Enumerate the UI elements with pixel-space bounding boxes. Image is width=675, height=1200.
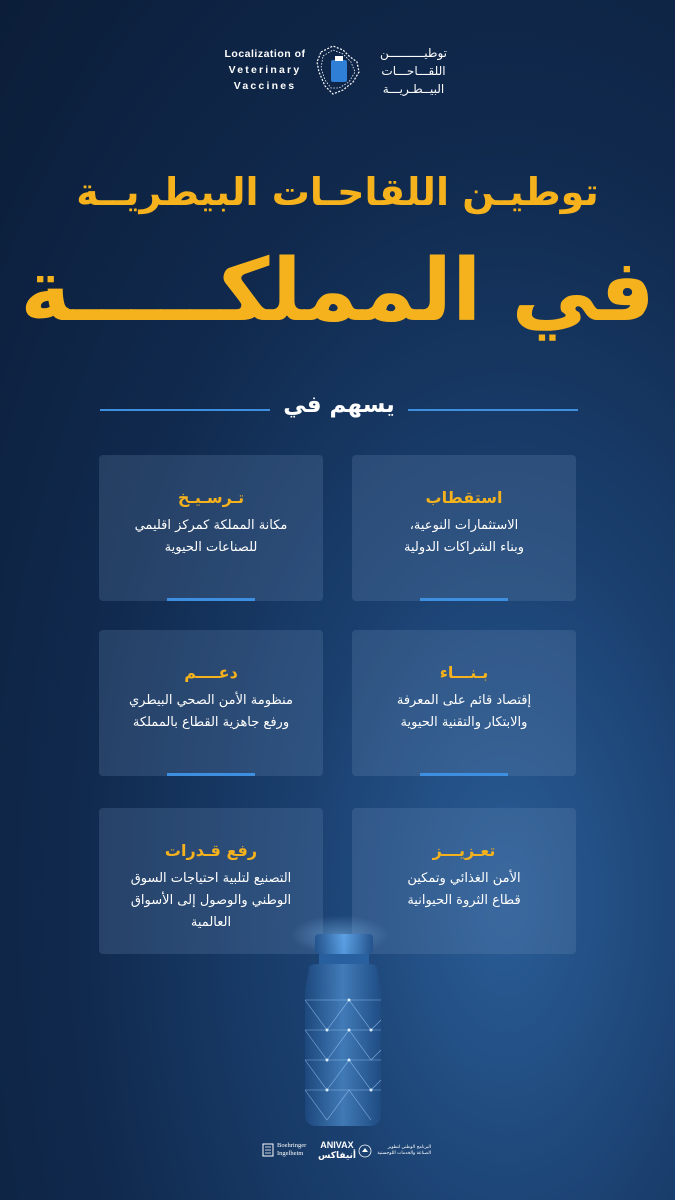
card-body: إقتصاد قائم على المعرفة والابتكار والتقنية الحيوية <box>396 693 532 730</box>
card-support <box>99 630 323 776</box>
card-body: الأمن الغذائي وتمكين قطاع الثروة الحيوانية <box>407 871 521 908</box>
card-attraction <box>352 455 576 601</box>
card-consolidation <box>99 455 323 601</box>
ministry-seal-icon <box>358 1144 372 1158</box>
logo-arabic: توطيــــــــــن اللقـــاحـــات البيــطـريـــة <box>379 46 447 96</box>
card-title: بـنـــاء <box>439 663 489 682</box>
card-body: الاستثمارات النوعية، وبناء الشراكات الدولية <box>403 518 525 555</box>
boehringer-icon <box>262 1143 274 1157</box>
card-body: منظومة الأمن الصحي البيطري ورفع جاهزية القطاع بالمملكة <box>129 693 293 730</box>
vaccine-bottle-icon <box>297 930 389 1130</box>
page-title-large: في المملكـــــة <box>20 241 655 341</box>
saudi-map-icon <box>313 42 363 100</box>
divider-right <box>408 409 578 411</box>
card-body: مكانة المملكة كمركز اقليمي للصناعات الحيوية <box>134 518 288 555</box>
card-accent-bar <box>420 773 508 776</box>
divider-left <box>100 409 270 411</box>
logo-english: Localization of Veterinary Vaccines <box>224 48 306 92</box>
card-body: التصنيع لتلبية احتياجات السوق الوطني والوصول إلى الأسواق العالمية <box>130 871 292 930</box>
card-title: تـرسـيـخ <box>177 488 245 507</box>
section-subtitle: يسهم في <box>283 392 395 418</box>
page-title: توطيـن اللقاحـات البيطريــة <box>76 170 599 214</box>
card-accent-bar <box>167 598 255 601</box>
card-title: استقطاب <box>425 488 503 507</box>
card-title: تعـزيـــز <box>432 841 496 860</box>
ministry-logo: البرنامج الوطني لتطوير الصناعة والخدمات اللوجستية <box>358 1144 431 1158</box>
footer-logos <box>0 1140 675 1170</box>
boehringer-logo: Boehringer Ingelheim <box>262 1142 306 1158</box>
header-logo <box>0 42 675 102</box>
card-title: رفع قـدرات <box>164 841 258 860</box>
card-building <box>352 630 576 776</box>
card-accent-bar <box>167 773 255 776</box>
anivax-logo: ANIVAX أنيفاكس <box>318 1140 356 1161</box>
card-accent-bar <box>420 598 508 601</box>
card-title: دعــــم <box>184 663 238 682</box>
